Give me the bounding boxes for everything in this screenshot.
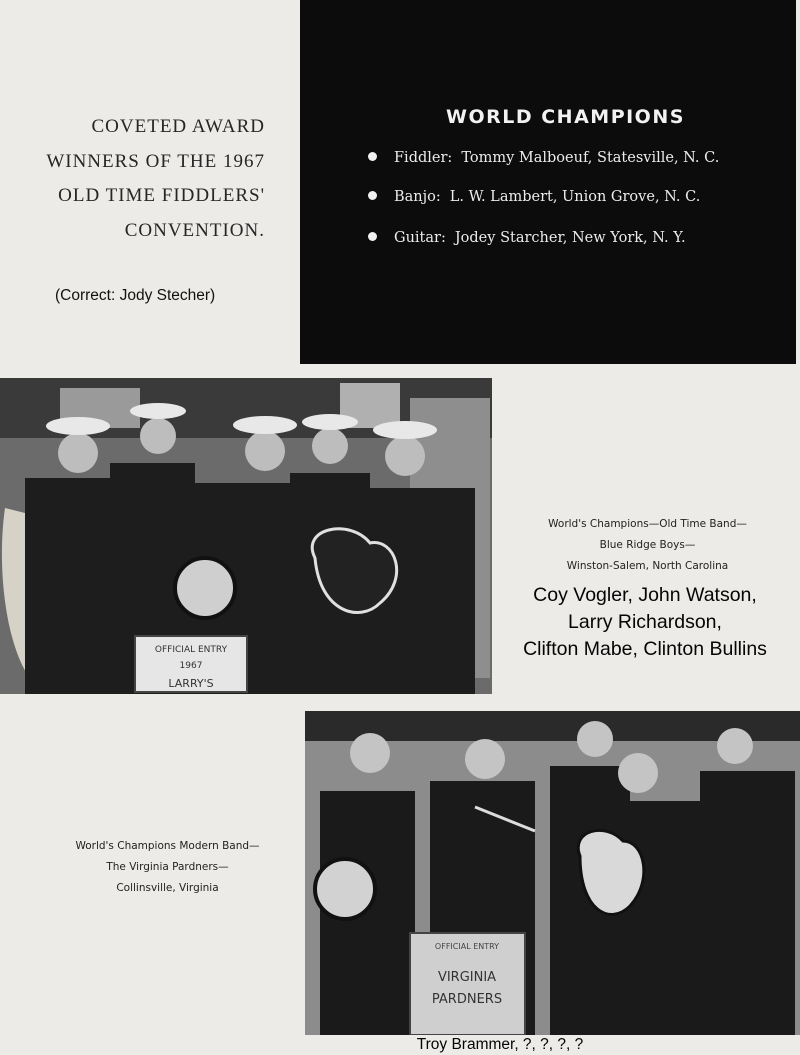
photo-virginia-pardners: [305, 711, 800, 1035]
names-line: Coy Vogler, John Watson,: [533, 584, 757, 606]
champions-title: WORLD CHAMPIONS: [446, 106, 685, 128]
names-line: Clifton Mabe, Clinton Bullins: [523, 638, 767, 660]
champion-entry-guitar: [368, 230, 686, 246]
entry-sign-text: OFFICIAL ENTRY: [154, 645, 228, 655]
champion-category: Guitar:: [394, 230, 446, 246]
champion-category: Fiddler:: [394, 150, 453, 166]
champion-entry-banjo: [368, 189, 700, 205]
bullet-icon: [368, 232, 377, 241]
champion-name: Jodey Starcher, New York, N. Y.: [454, 230, 686, 246]
champion-entry-fiddler: [368, 150, 719, 166]
entry-sign-name: LARRY'S: [168, 677, 214, 690]
caption-line: World's Champions Modern Band—: [75, 840, 260, 852]
caption-modern-band: [40, 836, 295, 899]
names-old-time-band: [495, 582, 795, 663]
champion-name: Tommy Malboeuf, Statesville, N. C.: [461, 150, 720, 166]
caption-old-time-band: [505, 514, 790, 577]
champions-panel: [300, 0, 796, 364]
champion-name: L. W. Lambert, Union Grove, N. C.: [449, 189, 701, 205]
award-line: COVETED AWARD: [91, 116, 265, 137]
award-line: WINNERS OF THE 1967: [46, 150, 265, 172]
award-line: OLD TIME FIDDLERS': [58, 185, 265, 206]
names-line: Larry Richardson,: [568, 611, 722, 633]
correction-note: (Correct: Jody Stecher): [55, 287, 216, 304]
caption-line: The Virginia Pardners—: [106, 861, 229, 873]
entry-sign-name: PARDNERS: [431, 992, 503, 1007]
award-heading: [20, 110, 265, 248]
caption-line: Winston-Salem, North Carolina: [566, 560, 729, 572]
names-modern-band: Troy Brammer, ?, ?, ?, ?: [416, 1036, 584, 1053]
caption-line: Blue Ridge Boys—: [599, 539, 696, 551]
bullet-icon: [368, 152, 377, 161]
bullet-icon: [368, 191, 377, 200]
champion-category: Banjo:: [394, 189, 441, 205]
award-line: CONVENTION.: [124, 219, 265, 241]
entry-sign-name: VIRGINIA: [437, 970, 497, 985]
entry-sign-text: OFFICIAL ENTRY: [434, 942, 500, 951]
caption-line: Collinsville, Virginia: [116, 882, 219, 894]
photo-blue-ridge-boys: [0, 378, 492, 694]
caption-line: World's Champions—Old Time Band—: [548, 518, 747, 530]
entry-sign-year: 1967: [179, 661, 203, 671]
